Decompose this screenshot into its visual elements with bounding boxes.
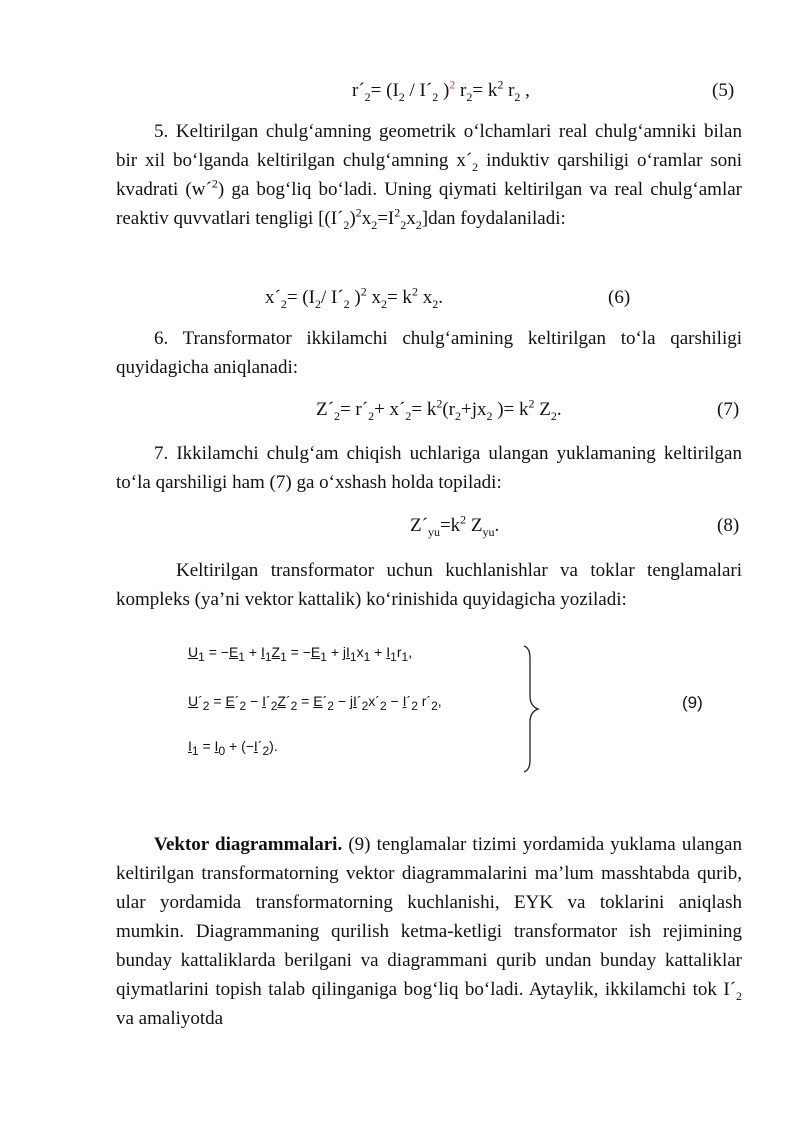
paragraph-system-intro [116, 556, 742, 614]
equation-6-number: (6) [608, 287, 631, 308]
equation-8: $Z´_{yu}=k^2$ $Z_{yu}$. [410, 512, 500, 539]
paragraph-5: 5. Keltirilgan chulg‘amning geometrik o‘lchamlari real chulg‘amniki bilan bir xil bo‘lganda keltirilgan chulg‘amning $x´_2$ induktiv qarshiligi o‘ramlar soni kvadrati (w´$^2$) ga bog‘liq bo‘ladi. Uning qiymati keltirilgan va real chulg‘amlar reaktiv quvvatlari tengligi $[(I´_2)^2x_2=I^2_2x_2]dan$ foydalaniladi: [116, 121, 742, 232]
section-heading: Vektor diagrammalari. [154, 834, 343, 855]
equation-8-number: (8) [717, 515, 740, 536]
paragraph-7 [116, 439, 742, 497]
paragraph-vector-text: (9) tenglamalar tizimi yordamida yuklama ulangan keltirilgan transformatorning vektor diagrammalarini ma’lum masshtabda qurib, ular yordamida transformatorning kuchlanishi, EYK va toklarini aniqlash mumkin. Diagrammaning qurilish ketma-ketligi transformator ish rejimining bunday kattaliklarda berilgani va diagrammani qurib undan bunday kattaliklar qiymatlarini topish talab qilinganiga bog‘liq bo‘ladi. Aytaylik, ikkilamchi tok $I´_2$ va amaliyotda [116, 834, 742, 1029]
equation-7-number: (7) [717, 399, 740, 420]
paragraph-system-text: Keltirilgan transformator uchun kuchlanishlar va toklar tenglamalari kompleks (ya’ni vektor kattalik) ko‘rinishida quyidagicha yoziladi: [116, 560, 742, 610]
system-equation-2: $U´_2$ = $E´_2$ − $I´_2Z´_2$ = $E´_2$ − $jI´_2x´_2$ − $I´_2$ $r´_2$, [188, 693, 442, 713]
equation-5-number: (5) [712, 80, 735, 101]
equation-9-number: (9) [682, 693, 703, 712]
right-brace [516, 644, 546, 774]
equation-7: $Z´_2=$ $r´_2+$ $x´_2= k^2(r_2+jx_2$ )= $k^2$ $Z_2$. [316, 396, 562, 423]
paragraph-6-text: 6. Transformator ikkilamchi chulg‘amining keltirilgan to‘la qarshiligi quyidagicha aniqlanadi: [116, 328, 742, 378]
paragraph-vector-diagrams [116, 830, 742, 1033]
system-equation-3: $I_1 = I_0$ + $(-I´_2)$. [188, 738, 278, 758]
equation-5: $r´_2= (I_2$ / $I´_2$ )$^2$ $r_2= k^2$ $r_2$ , [352, 77, 530, 104]
system-equation-1: $U_1 = -E_1 + I_1Z_1 = -E_1 + jI_1x_1 + I_1r_1$, [188, 644, 413, 664]
paragraph-6 [116, 324, 742, 382]
equation-6: $x´_2= (I_2/$ $I´_2$ )$^2$ $x_2= k^2$ $x_2$. [265, 284, 443, 311]
paragraph-7-text: 7. Ikkilamchi chulg‘am chiqish uchlariga ulangan yuklamaning keltirilgan to‘la qarshiligi ham (7) ga o‘xshash holda topiladi: [116, 443, 742, 493]
